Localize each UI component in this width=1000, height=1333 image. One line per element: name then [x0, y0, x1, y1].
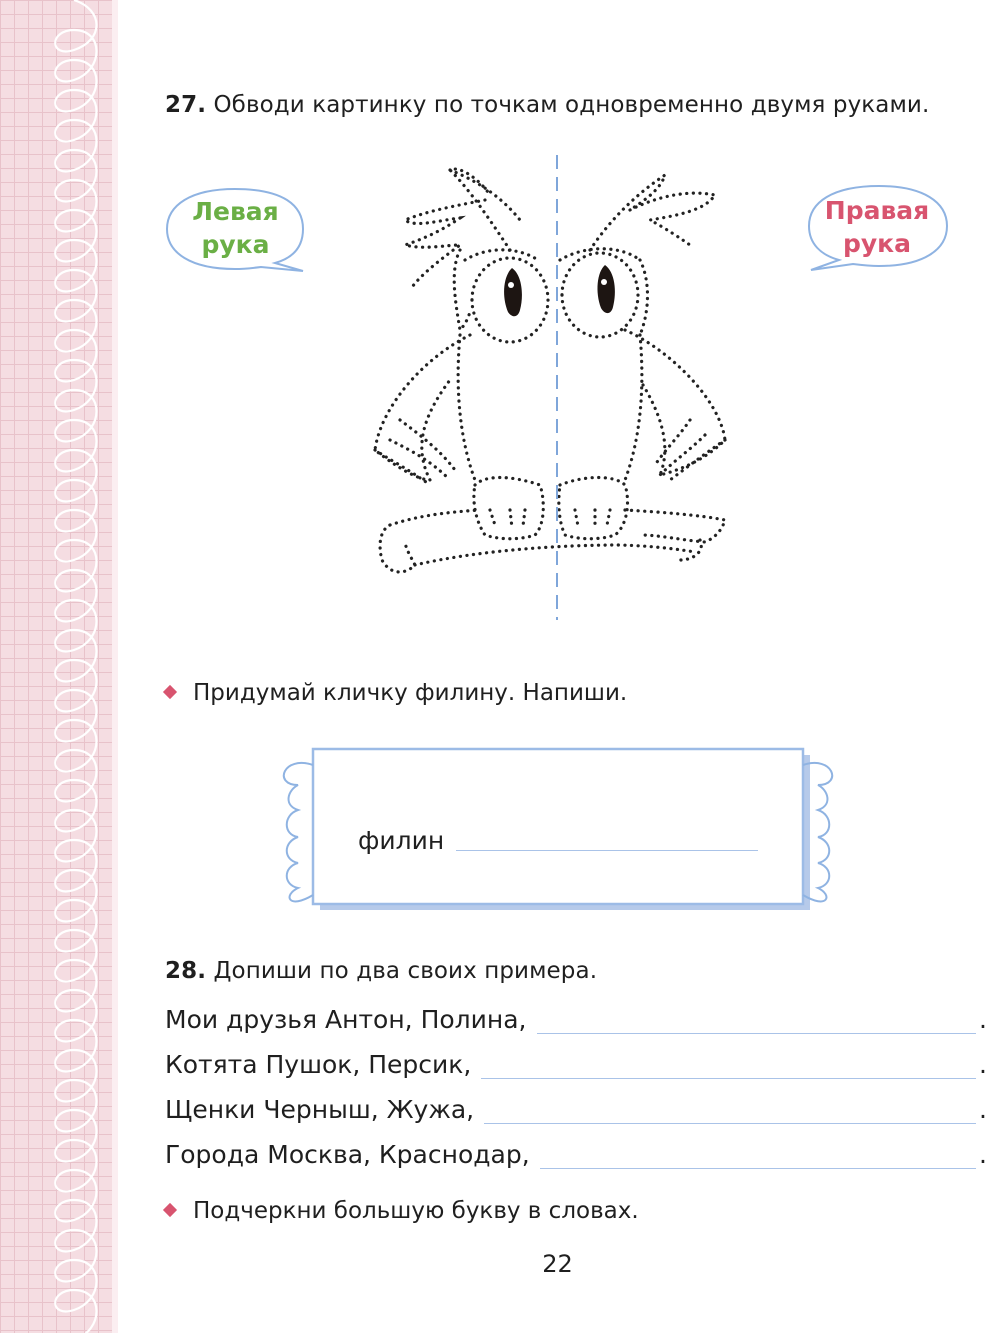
owl-name-input[interactable]	[456, 850, 758, 851]
owl-name-prompt	[165, 680, 627, 706]
right-hand-bubble	[803, 182, 951, 274]
example-text: Мои друзья Антон, Полина,	[165, 1005, 527, 1034]
row-end: .	[979, 1050, 987, 1079]
right-hand-label-2: рука	[842, 229, 912, 258]
task-text: Обводи картинку по точкам одновременно двумя руками.	[213, 92, 930, 118]
task-number: 28.	[165, 958, 207, 984]
example-row	[165, 1140, 985, 1169]
decorative-margin	[0, 0, 118, 1333]
example-text: Города Москва, Краснодар,	[165, 1140, 530, 1169]
task-27-heading	[165, 92, 929, 118]
task-text: Допиши по два своих примера.	[213, 958, 598, 984]
owl-name-prompt-text: Придумай кличку филину. Напиши.	[193, 680, 628, 706]
answer-line[interactable]	[540, 1146, 976, 1169]
owl-icon	[360, 150, 740, 630]
row-end: .	[979, 1095, 987, 1124]
underline-prompt	[165, 1198, 639, 1224]
answer-line[interactable]	[537, 1011, 977, 1034]
example-row	[165, 1050, 985, 1079]
task-number: 27.	[165, 92, 207, 118]
underline-prompt-text: Подчеркни большую букву в словах.	[193, 1198, 639, 1224]
example-row	[165, 1095, 985, 1124]
dotted-owl-drawing	[360, 150, 740, 630]
example-text: Котята Пушок, Персик,	[165, 1050, 472, 1079]
diamond-bullet-icon	[163, 1203, 177, 1217]
page-number: 22	[542, 1250, 573, 1278]
right-hand-label-1: Правая	[824, 196, 930, 225]
example-text: Щенки Черныш, Жужа,	[165, 1095, 475, 1124]
loop-border-icon	[44, 0, 104, 1333]
answer-line[interactable]	[484, 1101, 976, 1124]
example-row	[165, 1005, 985, 1034]
diamond-bullet-icon	[163, 685, 177, 699]
answer-line[interactable]	[481, 1056, 976, 1079]
left-hand-label-2: рука	[201, 230, 270, 259]
task-28-heading	[165, 958, 597, 984]
row-end: .	[979, 1140, 987, 1169]
left-hand-bubble	[163, 185, 308, 277]
left-hand-label-1: Левая	[192, 197, 279, 226]
owl-name-label: филин	[358, 826, 445, 855]
row-end: .	[979, 1005, 987, 1034]
owl-name-frame	[268, 745, 848, 915]
